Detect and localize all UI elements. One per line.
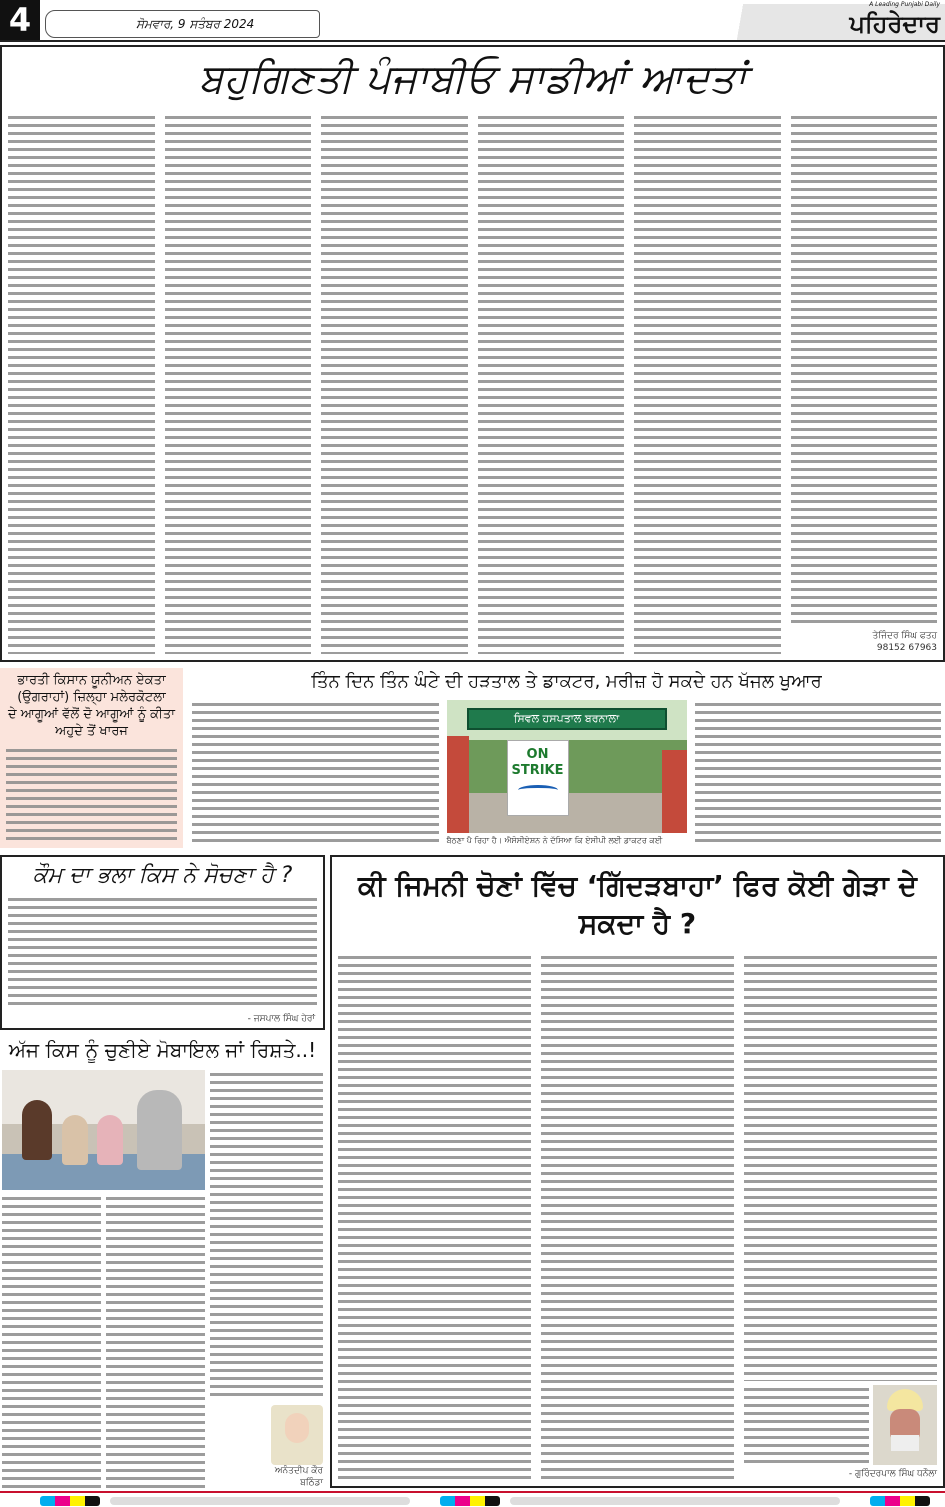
hospital-sign-text: ਸਿਵਲ ਹਸਪਤਾਲ ਬਰਨਾਲਾ xyxy=(513,712,620,725)
gray-bar xyxy=(510,1497,840,1505)
lead-column-6-wrap xyxy=(791,113,938,654)
mobile-column-side xyxy=(210,1070,323,1401)
lead-column-4 xyxy=(478,113,625,654)
mobile-body xyxy=(0,1066,325,1489)
page-header xyxy=(0,0,945,42)
union-panel xyxy=(0,668,183,848)
placard-logo xyxy=(518,785,558,795)
giddarbaha-column-3 xyxy=(744,953,937,1381)
giddarbaha-author: - ਗੁਰਿੰਦਰਪਾਲ ਸਿੰਘ ਧਨੌਲਾ xyxy=(848,1469,937,1479)
giddarbaha-column-3-bottom xyxy=(744,1385,937,1465)
mobile-author: ਅਨੰਤਦੀਪ ਕੌਰ xyxy=(274,1466,323,1476)
page-number: 4 xyxy=(0,0,40,40)
union-body xyxy=(6,746,177,842)
giddarbaha-column-2 xyxy=(541,953,734,1480)
lead-article xyxy=(0,45,945,662)
lead-column-3 xyxy=(321,113,468,654)
columnist-beard xyxy=(891,1435,919,1451)
gray-bar xyxy=(110,1497,410,1505)
hospital-sign xyxy=(467,708,667,730)
giddarbaha-headline: ਕੀ ਜਿਮਨੀ ਚੋਣਾਂ ਵਿੱਚ ‘ਗਿੱਦੜਬਾਹਾ’ ਫਿਰ ਕੋਈ ਗੇੜਾ ਦੇ ਸਕਦਾ ਹੈ ? xyxy=(358,869,917,940)
union-headline-line-2: ਦੇ ਆਗੂਆਂ ਵੱਲੋਂ ਦੋ ਆਗੂਆਂ ਨੂੰ ਕੀਤਾ ਅਹੁਦੇ ਤੋਂ ਖਾਰਜ xyxy=(8,707,175,739)
hospital-photo xyxy=(447,700,687,833)
strike-headline-visible: ਤਿੰਨ ਦਿਨ ਤਿੰਨ ਘੰਟੇ ਦੀ ਹੜਤਾਲ ਤੇ ਡਾਕਟਰ, ਮਰੀਜ਼ ਹੋ ਸਕਦੇ ਹਨ ਖੱਜਲ ਖੁਆਰ xyxy=(311,671,822,692)
logo: ਪਹਿਰੇਦਾਰ xyxy=(849,10,940,38)
color-swatch xyxy=(870,1496,930,1506)
lead-headline: ਬਹੁਗਿਣਤੀ ਪੰਜਾਬੀਓ ਸਾਡੀਆਂ ਆਦਤਾਂ xyxy=(198,56,747,102)
strike-body xyxy=(188,696,945,850)
family-phones-photo xyxy=(2,1070,205,1190)
photo-caption: ਬੈਠਣਾ ਪੈ ਰਿਹਾ ਹੈ। ਐਸੋਸੀਏਸ਼ਨ ਨੇ ਦੱਸਿਆ ਕਿ ਏਸੀਪੀ ਲਈ ਡਾਕਟਰ ਕਈ xyxy=(446,836,663,845)
giddarbaha-column-1 xyxy=(338,953,531,1480)
color-swatch xyxy=(40,1496,100,1506)
lead-phone: 98152 67963 xyxy=(876,643,937,653)
mobile-columns xyxy=(2,1194,205,1489)
mobile-column-2 xyxy=(106,1194,205,1489)
columnist-photo xyxy=(873,1385,937,1465)
lead-column-5 xyxy=(634,113,781,654)
author-face xyxy=(285,1413,309,1443)
giddarbaha-article xyxy=(330,855,945,1488)
date: ਸੋਮਵਾਰ, 9 ਸਤੰਬਰ 2024 xyxy=(45,10,320,38)
qaum-headline: ਕੌਮ ਦਾ ਭਲਾ ਕਿਸ ਨੇ ਸੋਚਣਾ ਹੈ ? xyxy=(32,863,293,888)
lead-column-6 xyxy=(791,113,938,626)
qaum-body xyxy=(8,895,317,1009)
giddarbaha-column-3-wrap xyxy=(744,953,937,1480)
qaum-author: - ਜਸਪਾਲ ਸਿੰਘ ਹੇਰਾਂ xyxy=(247,1014,315,1024)
author-photo xyxy=(271,1405,323,1465)
strike-news-panel xyxy=(188,668,945,850)
mobile-left xyxy=(2,1070,205,1489)
union-headline-line-1: ਭਾਰਤੀ ਕਿਸਾਨ ਯੂਨੀਅਨ ਏਕਤਾ (ਉਗਰਾਹਾਂ) ਜ਼ਿਲ੍ਹਾ ਮਲੇਰਕੋਟਲਾ xyxy=(17,673,166,705)
strike-photo-wrap xyxy=(447,700,687,846)
strike-column-left xyxy=(192,700,439,846)
gate-pillar-right xyxy=(662,750,687,833)
strike-column-right xyxy=(695,700,942,846)
placard-on: ON xyxy=(526,747,549,762)
lead-columns xyxy=(2,107,943,660)
mobile-article xyxy=(0,1034,325,1489)
mobile-headline: ਅੱਜ ਕਿਸ ਨੂੰ ਚੁਣੀਏ ਮੋਬਾਇਲ ਜਾਂ ਰਿਸ਼ਤੇ..! xyxy=(8,1038,317,1062)
tagline: A Leading Punjabi Daily xyxy=(869,1,940,8)
lead-column-2 xyxy=(165,113,312,654)
giddarbaha-column-3b xyxy=(744,1385,869,1465)
mobile-column-1 xyxy=(2,1194,101,1489)
lead-column-1 xyxy=(8,113,155,654)
person-girl xyxy=(97,1115,123,1165)
person-man xyxy=(137,1090,182,1170)
print-registration-bar xyxy=(0,1491,945,1507)
strike-placard xyxy=(507,740,569,816)
qaum-article xyxy=(0,855,325,1030)
placard-strike: STRIKE xyxy=(511,763,564,778)
mobile-place: ਬਠਿੰਡਾ xyxy=(300,1478,323,1488)
columnist-turban xyxy=(887,1389,923,1411)
person-boy xyxy=(62,1115,88,1165)
giddarbaha-columns xyxy=(332,947,943,1486)
color-swatch xyxy=(440,1496,500,1506)
person-woman xyxy=(22,1100,52,1160)
lead-author: ਤੇਜਿੰਦਰ ਸਿੰਘ ਫਤਹ xyxy=(872,631,937,641)
mobile-right xyxy=(210,1070,323,1489)
gate-pillar-left xyxy=(447,736,469,833)
